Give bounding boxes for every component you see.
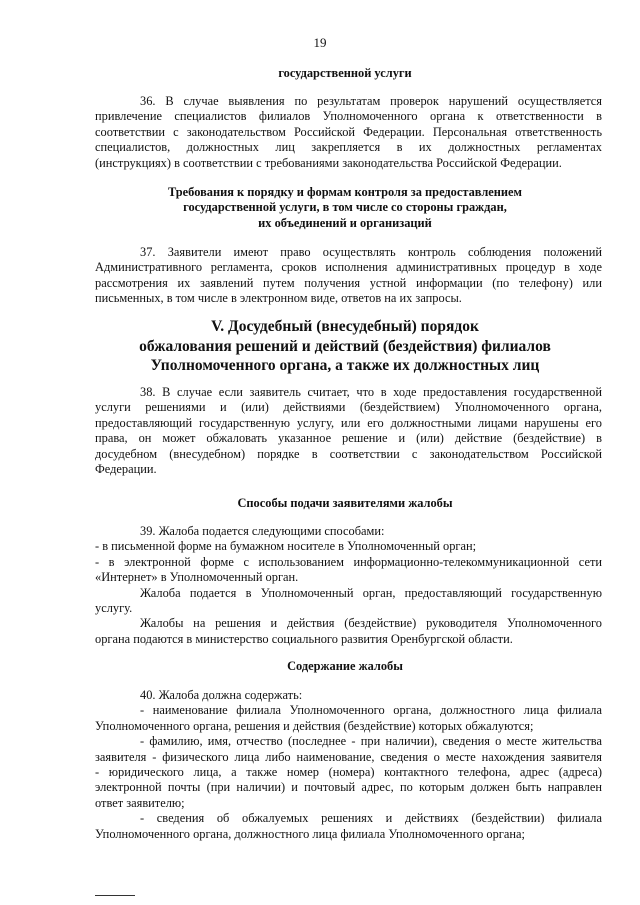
paragraph-line: привлечение специалистов филиалов Уполномоченного органа к ответственности в bbox=[95, 109, 602, 124]
paragraph-line: специалистов, должностных лиц закрепляется в их должностных регламентах bbox=[95, 140, 602, 155]
paragraph-36 bbox=[95, 94, 602, 171]
heading-line: их объединений и организаций bbox=[258, 215, 432, 230]
paragraph-line: права, он может обжаловать указанное решение и (или) действие (бездействие) в bbox=[95, 431, 602, 446]
paragraph-line: соответствии с законодательством Российской Федерации. Персональная ответственность bbox=[95, 124, 602, 139]
paragraph-line: - наименование филиала Уполномоченного органа, должностного лица филиала bbox=[140, 703, 602, 718]
paragraph-line: электронной почты (при наличии) и почтовый адрес, по которым должен быть направлен bbox=[95, 780, 602, 795]
paragraph-line: ответ заявителю; bbox=[95, 795, 185, 810]
paragraph-line: «Интернет» в Уполномоченный орган. bbox=[95, 570, 299, 585]
heading-line: Уполномоченного органа, а также их должностных лиц bbox=[150, 357, 540, 374]
paragraph-line: - сведения об обжалуемых решениях и действиях (бездействии) филиала bbox=[140, 811, 602, 826]
paragraph-line: заявителя - физического лица либо наименование, сведения о месте нахождения заявителя bbox=[95, 749, 602, 764]
heading-line: обжалования решений и действий (бездействия) филиалов bbox=[139, 337, 551, 355]
paragraph-line: досудебном (внесудебном) порядке в соответствии с законодательством Российской bbox=[95, 446, 602, 461]
paragraph-line: Жалоба подается в Уполномоченный орган, предоставляющий государственную bbox=[140, 585, 602, 600]
paragraph-39 bbox=[95, 524, 602, 647]
paragraph-line: 36. В случае выявления по результатам проверок нарушений осуществляется bbox=[140, 94, 602, 108]
paragraph-line: Федерации. bbox=[95, 462, 157, 477]
paragraph-line: органа подаются в министерство социального развития Оренбургской области. bbox=[95, 631, 513, 646]
paragraph-line: - фамилию, имя, отчество (последнее - при наличии), сведения о месте жительства bbox=[140, 734, 602, 749]
paragraph-37 bbox=[95, 245, 602, 307]
paragraph-line: предоставляющий государственную услугу, или его должностными лицами нарушены его bbox=[95, 415, 602, 430]
paragraph-line: 37. Заявители имеют право осуществлять контроль соблюдения положений bbox=[140, 245, 602, 259]
paragraph-line: Административного регламента, сроков исполнения административных процедур в ходе bbox=[95, 260, 602, 275]
section-v-heading bbox=[90, 317, 600, 376]
paragraph-line: (инструкциях) в соответствии с требованиями законодательства Российской Федерации. bbox=[95, 155, 562, 170]
heading-line: Требования к порядку и формам контроля за предоставлением bbox=[167, 185, 522, 199]
methods-heading: Способы подачи заявителями жалобы bbox=[237, 496, 453, 510]
paragraph-line: Уполномоченного органа, должностного лица филиала Уполномоченного органа; bbox=[95, 826, 525, 841]
paragraph-line: Жалобы на решения и действия (бездействие) руководителя Уполномоченного bbox=[140, 616, 602, 631]
paragraph-38 bbox=[95, 385, 602, 477]
paragraph-40 bbox=[95, 688, 602, 842]
paragraph-line: услугу. bbox=[95, 601, 133, 616]
page-number: 19 bbox=[313, 35, 327, 50]
top-heading: государственной услуги bbox=[278, 66, 412, 80]
footer-rule bbox=[95, 895, 135, 896]
paragraph-line: рассмотрения их заявлений путем получения устной информации (по телефону) или bbox=[95, 275, 602, 290]
requirements-heading bbox=[90, 185, 600, 231]
heading-line: государственной услуги, в том числе со стороны граждан, bbox=[183, 200, 507, 215]
heading-line: V. Досудебный (внесудебный) порядок bbox=[211, 318, 479, 335]
paragraph-line: Уполномоченного органа, решения и действия (бездействие) которых обжалуются; bbox=[95, 718, 534, 733]
paragraph-line: - в письменной форме на бумажном носителе в Уполномоченный орган; bbox=[95, 539, 477, 554]
paragraph-line: 39. Жалоба подается следующими способами: bbox=[140, 524, 385, 538]
paragraph-line: 40. Жалоба должна содержать: bbox=[140, 688, 303, 702]
paragraph-line: услуги решениями и (или) действиями (бездействием) Уполномоченного органа, bbox=[95, 400, 602, 415]
paragraph-line: - в электронной форме с использованием информационно-телекоммуникационной сети bbox=[95, 554, 602, 569]
paragraph-line: письменных, в том числе в электронном виде, ответов на их запросы. bbox=[95, 291, 462, 306]
content-heading: Содержание жалобы bbox=[287, 659, 403, 673]
paragraph-line: - юридического лица, а также номер (номера) контактного телефона, адрес (адреса) bbox=[95, 765, 602, 780]
paragraph-line: 38. В случае если заявитель считает, что в ходе предоставления государственной bbox=[140, 385, 602, 399]
